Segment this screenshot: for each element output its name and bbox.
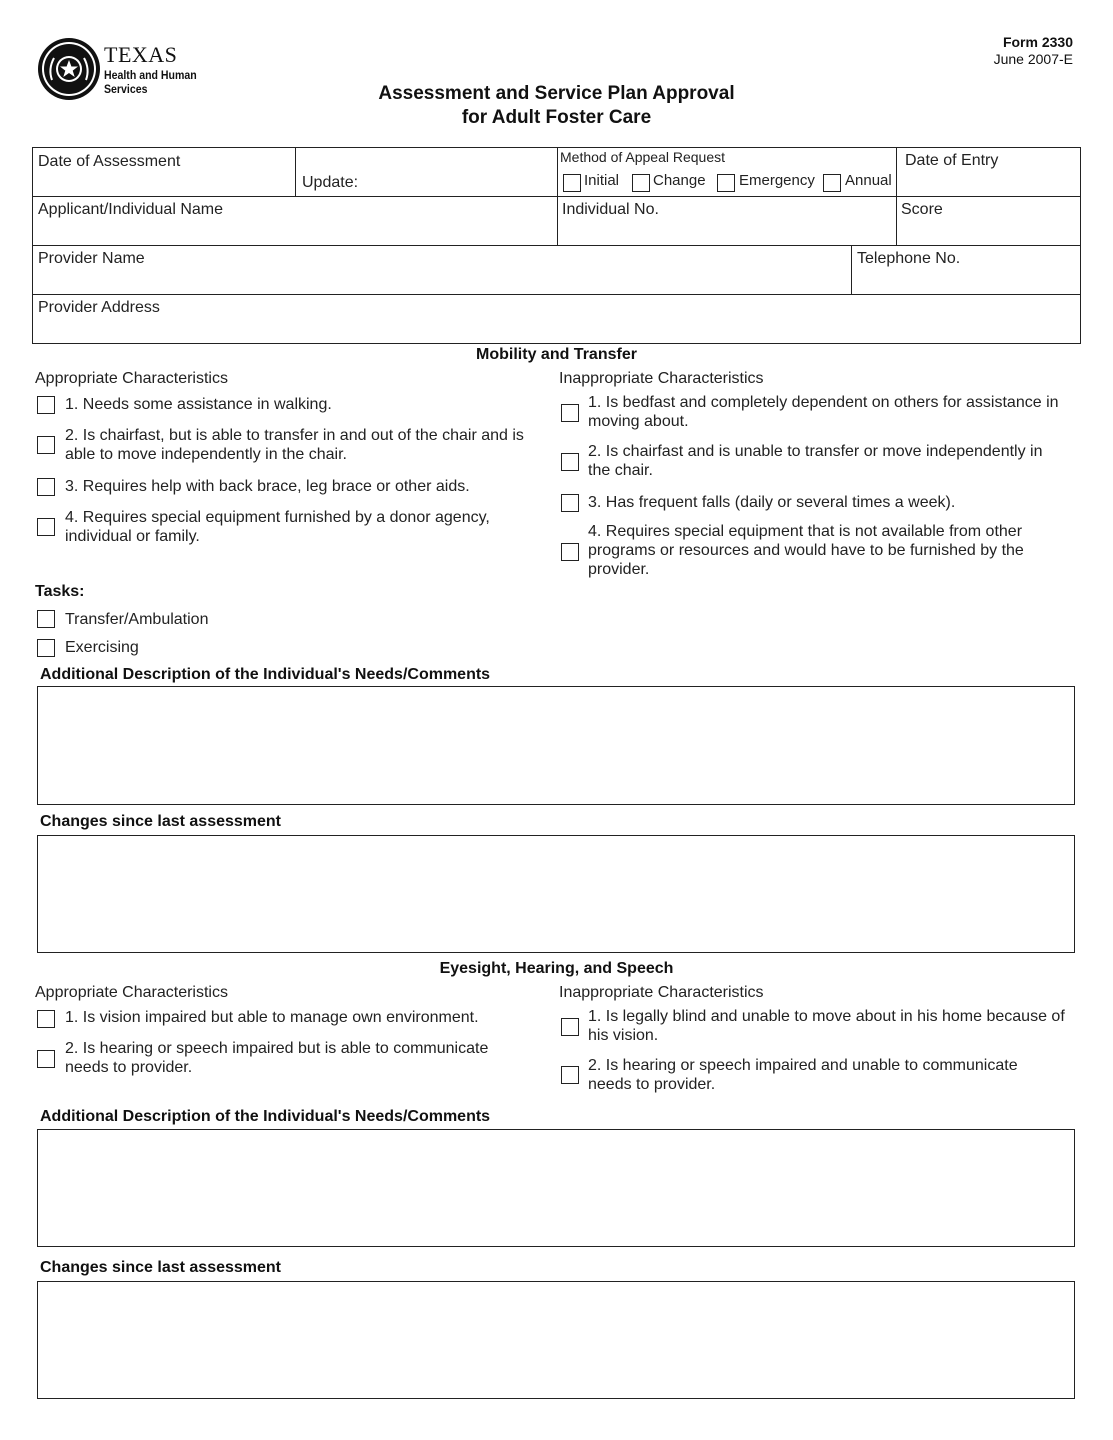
date-of-entry-label: Date of Entry	[905, 152, 999, 169]
individual-no-field[interactable]	[557, 196, 897, 246]
form-date: June 2007-E	[993, 51, 1073, 67]
appeal-initial-checkbox[interactable]	[563, 174, 581, 192]
mobility-appropriate-4-text: 4. Requires special equipment furnished by a donor agency, individual or family.	[65, 509, 490, 545]
mobility-changes-textarea[interactable]	[37, 835, 1075, 953]
mobility-section-title: Mobility and Transfer	[476, 346, 637, 363]
date-of-assessment-label: Date of Assessment	[38, 153, 181, 170]
method-of-appeal-label: Method of Appeal Request	[560, 149, 726, 165]
eyesight-appropriate-1-text: 1. Is vision impaired but able to manage own environment.	[65, 1009, 479, 1026]
title-line-1: Assessment and Service Plan Approval	[378, 83, 735, 104]
eyesight-changes-textarea[interactable]	[37, 1281, 1075, 1399]
mobility-inappropriate-4-checkbox[interactable]	[561, 543, 579, 561]
appeal-annual-checkbox[interactable]	[823, 174, 841, 192]
form-identifier	[994, 34, 1073, 68]
eyesight-appropriate-1-checkbox[interactable]	[37, 1010, 55, 1028]
eyesight-inappropriate-2-text: 2. Is hearing or speech impaired and unable to communicate needs to provider.	[588, 1057, 1018, 1093]
mobility-comments-label: Additional Description of the Individual's Needs/Comments	[40, 666, 491, 683]
eyesight-appropriate-2-text: 2. Is hearing or speech impaired but is able to communicate needs to provider.	[65, 1040, 489, 1076]
appeal-annual-label: Annual	[845, 172, 892, 189]
eyesight-appropriate-heading: Appropriate Characteristics	[35, 984, 228, 1001]
score-label: Score	[901, 201, 943, 218]
eyesight-changes-label: Changes since last assessment	[40, 1259, 282, 1276]
logo-subtitle-2: Services	[104, 82, 148, 96]
method-of-appeal-group	[557, 147, 897, 197]
appeal-emergency-checkbox[interactable]	[717, 174, 735, 192]
telephone-no-field[interactable]	[851, 245, 1081, 295]
eyesight-inappropriate-1-checkbox[interactable]	[561, 1018, 579, 1036]
eyesight-comments-label: Additional Description of the Individual's Needs/Comments	[40, 1108, 491, 1125]
eyesight-inappropriate-heading: Inappropriate Characteristics	[559, 984, 764, 1001]
mobility-appropriate-4-checkbox[interactable]	[37, 518, 55, 536]
mobility-appropriate-3-checkbox[interactable]	[37, 478, 55, 496]
task-transfer-ambulation-checkbox[interactable]	[37, 610, 55, 628]
appeal-initial-label: Initial	[584, 172, 620, 189]
mobility-comments-textarea[interactable]	[37, 686, 1075, 805]
applicant-name-label: Applicant/Individual Name	[38, 201, 223, 218]
mobility-appropriate-2-checkbox[interactable]	[37, 436, 55, 454]
task-exercising-label: Exercising	[65, 639, 139, 656]
mobility-appropriate-3-text: 3. Requires help with back brace, leg brace or other aids.	[65, 478, 470, 495]
provider-name-label: Provider Name	[38, 250, 145, 267]
score-field[interactable]	[896, 196, 1081, 246]
mobility-inappropriate-2-checkbox[interactable]	[561, 453, 579, 471]
mobility-inappropriate-heading: Inappropriate Characteristics	[559, 370, 764, 387]
mobility-inappropriate-1-text: 1. Is bedfast and completely dependent on others for assistance in moving about.	[588, 394, 1059, 430]
page-title	[0, 82, 1113, 130]
provider-name-field[interactable]	[32, 245, 852, 295]
telephone-no-label: Telephone No.	[857, 250, 961, 267]
mobility-inappropriate-3-checkbox[interactable]	[561, 494, 579, 512]
eyesight-appropriate-2-checkbox[interactable]	[37, 1050, 55, 1068]
date-of-assessment-field[interactable]	[32, 147, 296, 197]
eyesight-comments-textarea[interactable]	[37, 1129, 1075, 1247]
appeal-change-label: Change	[653, 172, 706, 189]
mobility-inappropriate-4-text: 4. Requires special equipment that is not available from other programs or resources and would have to be furnished by the provider.	[588, 523, 1024, 578]
mobility-appropriate-1-text: 1. Needs some assistance in walking.	[65, 396, 332, 413]
form-number: Form 2330	[1002, 34, 1073, 50]
date-of-entry-field[interactable]	[896, 147, 1081, 197]
logo-subtitle-1: Health and Human	[104, 68, 197, 82]
tasks-heading: Tasks:	[35, 583, 85, 600]
mobility-inappropriate-2-text: 2. Is chairfast and is unable to transfer or move independently in the chair.	[588, 443, 1043, 479]
individual-no-label: Individual No.	[562, 201, 659, 218]
eyesight-inappropriate-1-text: 1. Is legally blind and unable to move about in his home because of his vision.	[588, 1008, 1065, 1044]
mobility-appropriate-2-text: 2. Is chairfast, but is able to transfer in and out of the chair and is able to move independently in the chair.	[65, 427, 524, 463]
task-transfer-ambulation-label: Transfer/Ambulation	[65, 611, 209, 628]
update-field[interactable]	[295, 147, 558, 197]
update-label: Update:	[302, 174, 359, 191]
mobility-changes-label: Changes since last assessment	[40, 813, 282, 830]
logo-texas: TEXAS	[104, 42, 178, 67]
provider-address-label: Provider Address	[38, 299, 160, 316]
eyesight-inappropriate-2-checkbox[interactable]	[561, 1066, 579, 1084]
mobility-inappropriate-1-checkbox[interactable]	[561, 404, 579, 422]
mobility-inappropriate-3-text: 3. Has frequent falls (daily or several times a week).	[588, 494, 956, 511]
task-exercising-checkbox[interactable]	[37, 639, 55, 657]
mobility-appropriate-heading: Appropriate Characteristics	[35, 370, 228, 387]
appeal-change-checkbox[interactable]	[632, 174, 650, 192]
applicant-name-field[interactable]	[32, 196, 558, 246]
mobility-appropriate-1-checkbox[interactable]	[37, 396, 55, 414]
eyesight-section-title: Eyesight, Hearing, and Speech	[439, 960, 674, 977]
appeal-emergency-label: Emergency	[739, 172, 815, 189]
provider-address-field[interactable]	[32, 294, 1081, 344]
title-line-2: for Adult Foster Care	[461, 107, 652, 128]
